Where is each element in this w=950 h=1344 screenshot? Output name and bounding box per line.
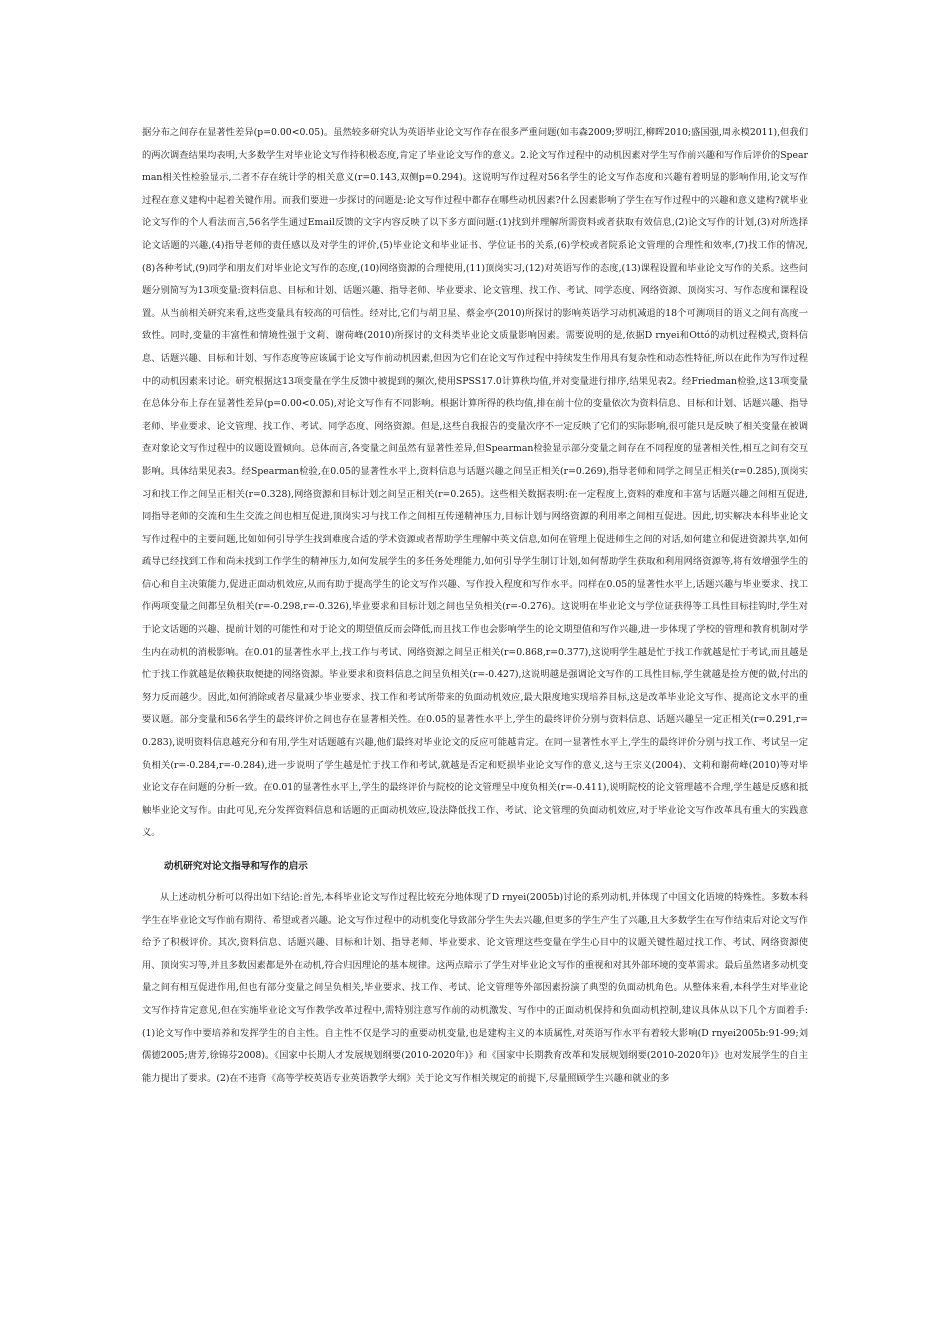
document-page [142,122,808,1090]
body-paragraph-results: 据分布之间存在显著性差异(p=0.00<0.05)。虽然较多研究认为英语毕业论文写作存在很多严重问题(如韦森2009;罗明江,柳晖2010;盛国强,周永模2011),但我们的两次调查结果均表明,大多数学生对毕业论文写作持积极态度,肯定了毕业论文写作的意义。2.论文写作过程中的动机因素对学生写作前兴趣和写作后评价的Spearman相关性检验显示,二者不存在统计学的相关意义(r=0.143,双侧p=0.294)。这说明写作过程对56名学生的论文写作态度和兴趣有着明显的影响作用,论文写作过程在意义建构中起着关键作用。而我们要进一步探讨的问题是:论文写作过程中都存在哪些动机因素?什么因素影响了学生在写作过程中的兴趣和意义建构?就毕业论文写作的个人看法而言,56名学生通过Email反馈的文字内容反映了以下多方面问题:(1)找到并理解所需资料或者获取有效信息,(2)论文写作的计划,(3)对所选择论文话题的兴趣,(4)指导老师的责任感以及对学生的评价,(5)毕业论文和毕业证书、学位证书的关系,(6)学校或者院系论文管理的合理性和效率,(7)找工作的情况,(8)各种考试,(9)同学和朋友们对毕业论文写作的态度,(10)网络资源的合理使用,(11)顶岗实习,(12)对英语写作的态度,(13)课程设置和毕业论文写作的关系。这些问题分别简写为13项变量:资料信息、目标和计划、话题兴趣、指导老师、毕业要求、论文管理、找工作、考试、同学态度、网络资源、顶岗实习、写作态度和课程设置。从当前相关研究来看,这些变量具有较高的可信性。经对比,它们与胡卫星、蔡金亭(2010)所探讨的影响英语学习动机减退的18个可测项目的语义之间有高度一致性。同时,变量的丰富性和情境性强于文莉、谢荷峰(2010)所探讨的文科类毕业论文质量影响因素。需要说明的是,依据D rnyei和Ottó的动机过程模式,资料信息、话题兴趣、目标和计划、写作态度等应该属于论文写作前动机因素,但因为它们在论文写作过程中持续发生作用具有复杂性和动态性特征,所以在此作为写作过程中的动机因素来讨论。研究根据这13项变量在学生反馈中被提到的频次,使用SPSS17.0计算秩均值,并对变量进行排序,结果见表2。经Friedman检验,这13项变量在总体分布上存在显著性差异(p=0.00<0.05),对论文写作有不同影响。根据计算所得的秩均值,排在前十位的变量依次为资料信息、目标和计划、话题兴趣、指导老师、毕业要求、论文管理、找工作、考试、同学态度、网络资源。但是,这些自我报告的变量次序不一定反映了它们的实际影响,很可能只是反映了相关变量在被调查对象论文写作过程中的议题设置倾向。总体而言,各变量之间虽然有显著性差异,但Spearman检验显示部分变量之间存在不同程度的显著相关性,相互之间有交互影响。具体结果见表3。经Spearman检验,在0.05的显著性水平上,资料信息与话题兴趣之间呈正相关(r=0.269),指导老师和同学之间呈正相关(r=0.285),顶岗实习和找工作之间呈正相关(r=0.328),网络资源和目标计划之间呈正相关(r=0.265)。这些相关数据表明:在一定程度上,资料的难度和丰富与话题兴趣之间相互促进,同指导老师的交流和生生交流之间也相互促进,顶岗实习与找工作之间相互传递精神压力,目标计划与网络资源的利用率之间相互促进。因此,切实解决本科毕业论文写作过程中的主要问题,比如如何引导学生找到难度合适的学术资源或者帮助学生理解中英文信息,如何在管理上促进师生之间的对话,如何建立和促进资源共享,如何疏导已经找到工作和尚未找到工作学生的精神压力,如何发展学生的多任务处理能力,如何引导学生制订计划,如何帮助学生获取和利用网络资源等,将有效增强学生的信心和自主决策能力,促进正面动机效应,从而有助于提高学生的论文写作兴趣、写作投入程度和写作水平。同样在0.05的显著性水平上,话题兴趣与毕业要求、找工作两项变量之间都呈负相关(r=-0.298,r=-0.326),毕业要求和目标计划之间也呈负相关(r=-0.276)。这说明在毕业论文与学位证获得等工具性目标挂钩时,学生对于论文话题的兴趣、提前计划的可能性和对于论文的期望值反而会降低,而且找工作也会影响学生的论文期望值和写作兴趣,进一步体现了学校的管理和教育机制对学生内在动机的消极影响。在0.01的显著性水平上,找工作与考试、网络资源之间呈正相关(r=0.868,r=0.377),这说明学生越是忙于找工作就越是忙于考试,而且越是忙于找工作就越是依赖获取便捷的网络资源。毕业要求和资料信息之间呈负相关(r=-0.427),这说明越是强调论文写作的工具性目标,学生就越是捡方便的做,付出的努力反而越少。因此,如何消除或者尽量减少毕业要求、找工作和考试所带来的负面动机效应,最大限度地实现培养目标,这是改革毕业论文写作、提高论文水平的重要议题。部分变量和56名学生的最终评价之间也存在显著相关性。在0.05的显著性水平上,学生的最终评价分别与资料信息、话题兴趣呈一定正相关(r=0.291,r=0.283),说明资料信息越充分和有用,学生对话题越有兴趣,他们最终对毕业论文的反应可能越肯定。在同一显著性水平上,学生的最终评价分别与找工作、考试呈一定负相关(r=-0.284,r=-0.284),进一步说明了学生越是忙于找工作和考试,就越是否定和贬损毕业论文写作的意义,这与王宗义(2004)、文莉和谢荷峰(2010)等对毕业论文存在问题的分析一致。在0.01的显著性水平上,学生的最终评价与院校的论文管理呈中度负相关(r=-0.411),说明院校的论文管理越不合理,学生越是反感和抵触毕业论文写作。由此可见,充分发挥资料信息和话题的正面动机效应,设法降低找工作、考试、论文管理的负面动机效应,对于毕业论文写作改革具有重大的实践意义。 [142,127,808,839]
body-paragraph-conclusions: 从上述动机分析可以得出如下结论:首先,本科毕业论文写作过程比较充分地体现了D rnyei(2005b)讨论的系列动机,并体现了中国文化语境的特殊性。多数本科学生在毕业论文写作前有期待、希望或者兴趣。论文写作过程中的动机变化导致部分学生失去兴趣,但更多的学生产生了兴趣,且大多数学生在写作结束后对论文写作给予了积极评价。其次,资料信息、话题兴趣、目标和计划、指导老师、毕业要求、论文管理这些变量在学生心目中的议题关键性超过找工作、考试、网络资源使用、顶岗实习等,并且多数因素都是外在动机,符合归因理论的基本规律。这两点暗示了学生对毕业论文写作的重视和对其外部环境的变革需求。最后虽然诸多动机变量之间有相互促进作用,但也有部分变量之间呈负相关,毕业要求、找工作、考试、论文管理等外部因素扮演了典型的负面动机角色。从整体来看,本科学生对毕业论文写作持肯定意见,但在实施毕业论文写作教学改革过程中,需特别注意写作前的动机激发、写作中的正面动机保持和负面动机控制,建议具体从以下几个方面着手:(1)论文写作中要培养和发挥学生的自主性。自主性不仅是学习的重要动机变量,也是建构主义的本质属性,对英语写作水平有着较大影响(D rnyei2005b:91-99;刘儒德2005;唐芳,徐锦芬2008)。《国家中长期人才发展规划纲要(2010-2020年)》和《国家中长期教育改革和发展规划纲要(2010-2020年)》也对发展学生的自主能力提出了要求。(2)在不违背《高等学校英语专业英语教学大纲》关于论文写作相关规定的前提下,尽量照顾学生兴趣和就业的多 [142,892,808,1084]
section-heading: 动机研究对论文指导和写作的启示 [164,861,308,872]
